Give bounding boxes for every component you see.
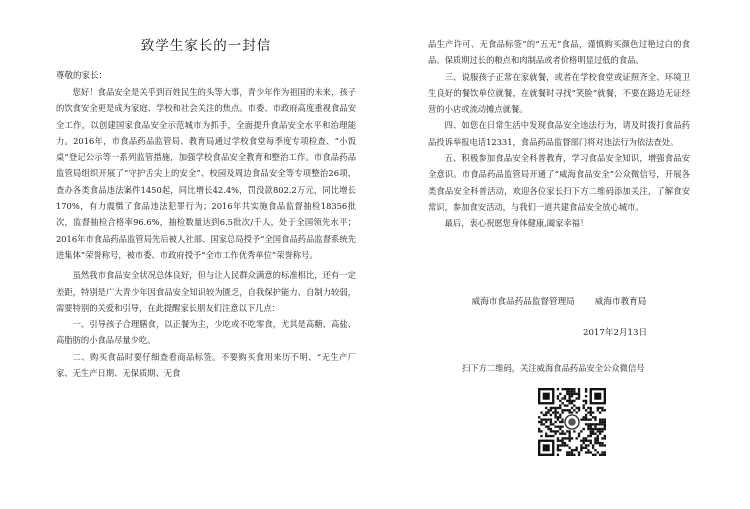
paragraph-point-2-continued: 品生产许可、无食品标签”的“五无”食品，谨慎购买颜色过艳过白的食品、保质期过长的粮点和肉制品或者价格明显过低的食品。 — [428, 39, 690, 66]
letter-title: 致学生家长的一封信 — [140, 38, 272, 54]
paragraph-closing: 最后，衷心祝愿您身体健康,阖家幸福！ — [444, 218, 589, 229]
salutation: 尊敬的家长： — [56, 71, 108, 81]
paragraph-point-4: 四、如您在日常生活中发现食品安全违法行为，请及时拨打食品药品投诉举报电话12331，食品药品监督部门将对违法行为依法查处。 — [428, 120, 690, 147]
paragraph-point-5: 五、积极参加食品安全科普教育，学习食品安全知识，增强食品安全意识。市食品药品监管局开通了“威海食品安全”公众微信号，开展各类食品安全科普活动，欢迎各位家长扫下方二维码添加关注，了解食安常识，参加食安活动，与我们一道共建食品安全放心城市。 — [428, 153, 690, 212]
qr-instruction: 扫下方二维码，关注威海食品药品安全公众微信号 — [462, 363, 645, 373]
paragraph-point-1: 一、引导孩子合理膳食，以正餐为主，少吃或不吃零食，尤其是高糖、高盐、高脂肪的小食品尽量少吃。 — [56, 319, 356, 346]
right-body — [428, 36, 690, 232]
paragraph-point-3: 三、说服孩子正常在家就餐，或者在学校食堂或证照齐全、环境卫生良好的餐饮单位就餐，在就餐时寻找“笑脸”就餐，不要在路边无证经营的小店或流动摊点就餐。 — [428, 71, 690, 115]
qr-code[interactable] — [538, 388, 606, 456]
signature-row — [428, 295, 690, 307]
qr-code-icon — [538, 388, 606, 456]
signature-food-drug-bureau: 威海市食品药品监督管理局 — [471, 297, 575, 307]
left-body — [56, 84, 356, 381]
letter-date: 2017年2月13日 — [583, 328, 648, 338]
paragraph-intro: 您好！食品安全是关乎到百姓民生的头等大事，青少年作为祖国的未来，孩子的饮食安全更是成为家庭、学校和社会关注的焦点。市委、市政府高度重视食品安全工作，以创建国家食品安全示范城市为抓手，全面提升食品安全水平和治理能力。2016年，市食品药品监管局、教育局通过学校食堂每季度专项检查、“小饭桌”登记公示等一系列监管措施，加强学校食品安全教育和整治工作。市食品药品监管局组织开展了“守护舌尖上的安全”、校园及周边食品安全等专项整治26项，查办各类食品违法案件1450起，同比增长42.4%，罚没款802.2万元，同比增长170%，有力震慑了食品违法犯罪行为；2016年共实施食品监督抽检18356批次，监督抽检合格率96.6%，抽检数量达到6.5批次/千人，处于全国领先水平；2016年市食品药品监管局先后被人社部、国家总局授予“全国食品药品监督系统先进集体”荣誉称号，被市委、市政府授予“全市工作优秀单位”荣誉称号。 — [56, 87, 356, 260]
signature-education-bureau: 威海市教育局 — [594, 297, 647, 307]
paragraph-reminder: 虽然我市食品安全状况总体良好，但与让人民群众满意的标准相比，还有一定差距，特别是广大青少年因食品安全知识较为匮乏，自我保护能力、自制力较弱，需要特别的关爱和引导，在此提醒家长朋友们注意以下几点： — [56, 270, 356, 313]
paragraph-point-2: 二、购买食品时要仔细查看商品标签。不要购买食用来历不明、“无生产厂家、无生产日期、无保质期、无食 — [56, 351, 356, 379]
